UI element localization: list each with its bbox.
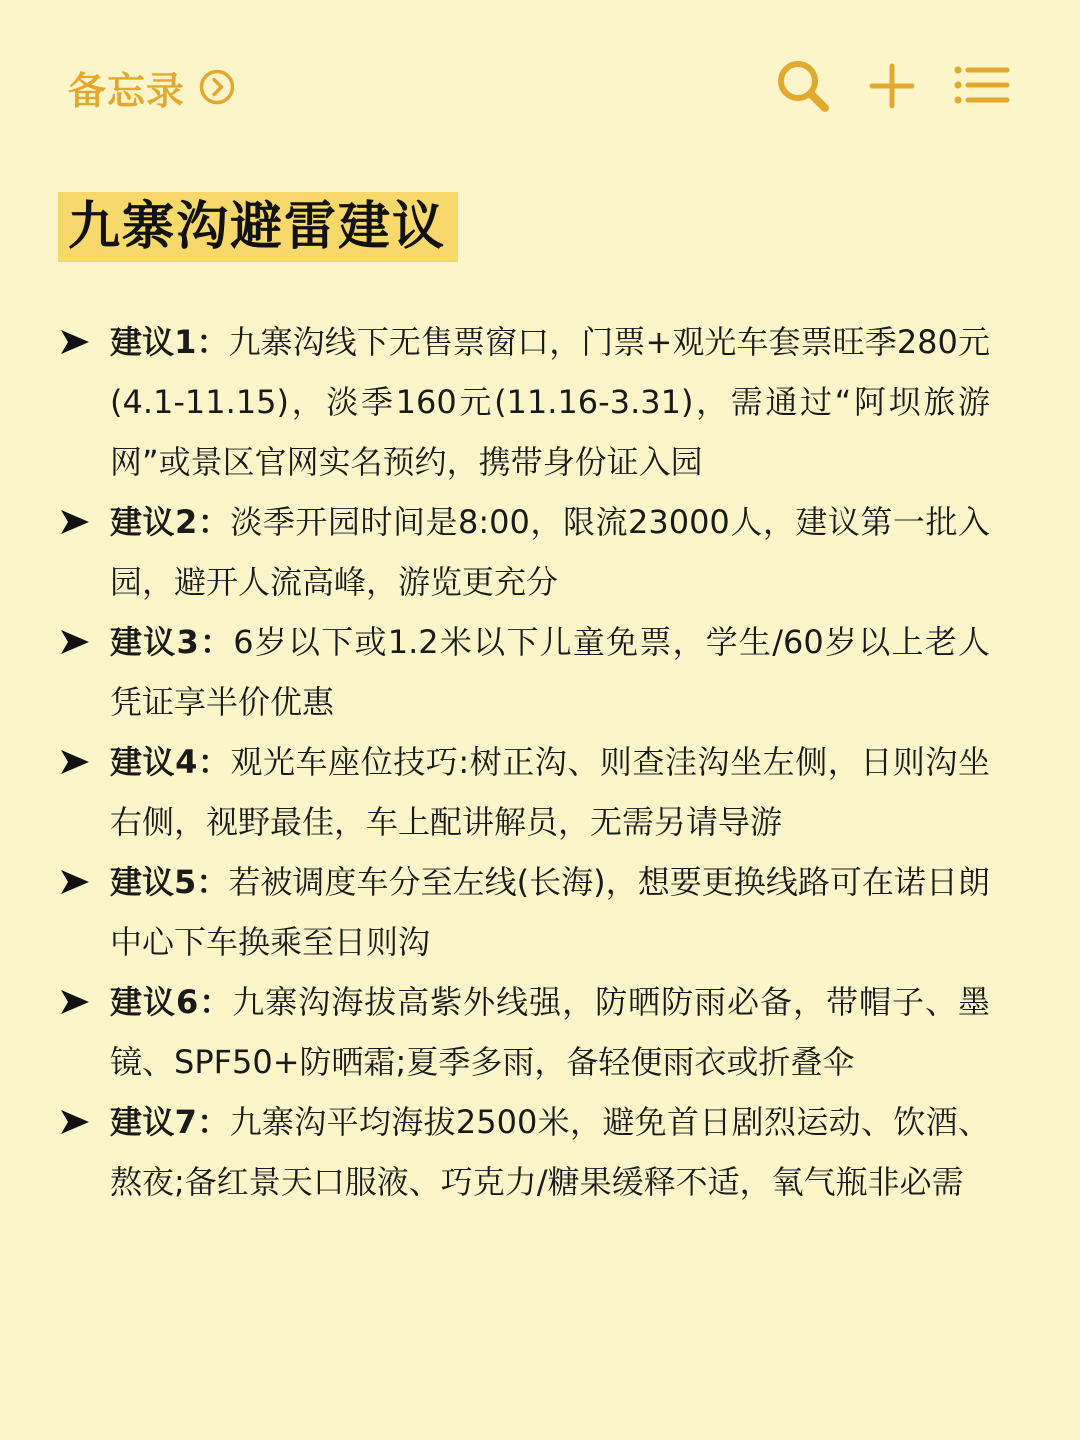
add-note-button[interactable] <box>862 56 922 116</box>
back-label: 备忘录 <box>68 68 186 113</box>
search-icon <box>774 56 834 116</box>
tip-label: 建议2： <box>110 503 231 541</box>
tip-text: 观光车座位技巧:树正沟、则查洼沟坐左侧，日则沟坐右侧，视野最佳，车上配讲解员，无需另请导游 <box>110 743 990 841</box>
arrow-bullet-icon <box>60 749 90 775</box>
tip-item-3 <box>58 612 990 732</box>
note-title-highlight <box>58 192 458 262</box>
back-to-notes-button[interactable] <box>68 60 235 114</box>
arrow-bullet-icon <box>60 629 90 655</box>
list-icon <box>950 56 1010 116</box>
tip-item-2 <box>58 492 990 612</box>
tip-item-5 <box>58 852 990 972</box>
plus-icon <box>862 56 922 116</box>
search-button[interactable] <box>774 56 834 116</box>
tip-label: 建议7： <box>110 1103 230 1141</box>
chevron-right-circle-icon <box>199 69 235 105</box>
tip-text: 九寨沟线下无售票窗口，门票+观光车套票旺季280元(4.1-11.15)，淡季160元(11.16-3.31)，需通过“阿坝旅游网”或景区官网实名预约，携带身份证入园 <box>110 323 990 481</box>
list-view-button[interactable] <box>950 56 1010 116</box>
tip-item-1 <box>58 312 990 492</box>
tip-text: 九寨沟海拔高紫外线强，防晒防雨必备，带帽子、墨镜、SPF50+防晒霜;夏季多雨，备轻便雨衣或折叠伞 <box>110 983 990 1081</box>
tip-text: 若被调度车分至左线(长海)，想要更换线路可在诺日朗中心下车换乘至日则沟 <box>110 863 990 961</box>
tip-label: 建议4： <box>110 743 231 781</box>
note-title: 九寨沟避雷建议 <box>68 197 447 257</box>
tip-item-6 <box>58 972 990 1092</box>
arrow-bullet-icon <box>60 1109 90 1135</box>
top-toolbar <box>0 0 1080 170</box>
arrow-bullet-icon <box>60 329 90 355</box>
tip-label: 建议5： <box>110 863 229 901</box>
tips-list <box>58 312 990 1212</box>
tip-text: 九寨沟平均海拔2500米，避免首日剧烈运动、饮酒、熬夜;备红景天口服液、巧克力/糖果缓释不适，氧气瓶非必需 <box>110 1103 990 1201</box>
arrow-bullet-icon <box>60 989 90 1015</box>
tip-label: 建议1： <box>110 323 229 361</box>
tip-item-7 <box>58 1092 990 1212</box>
tip-text: 淡季开园时间是8:00，限流23000人，建议第一批入园，避开人流高峰，游览更充分 <box>110 503 990 601</box>
tip-label: 建议3： <box>110 623 234 661</box>
arrow-bullet-icon <box>60 509 90 535</box>
tip-item-4 <box>58 732 990 852</box>
tip-text: 6岁以下或1.2米以下儿童免票，学生/60岁以上老人凭证享半价优惠 <box>110 623 990 721</box>
tip-label: 建议6： <box>110 983 233 1021</box>
arrow-bullet-icon <box>60 869 90 895</box>
